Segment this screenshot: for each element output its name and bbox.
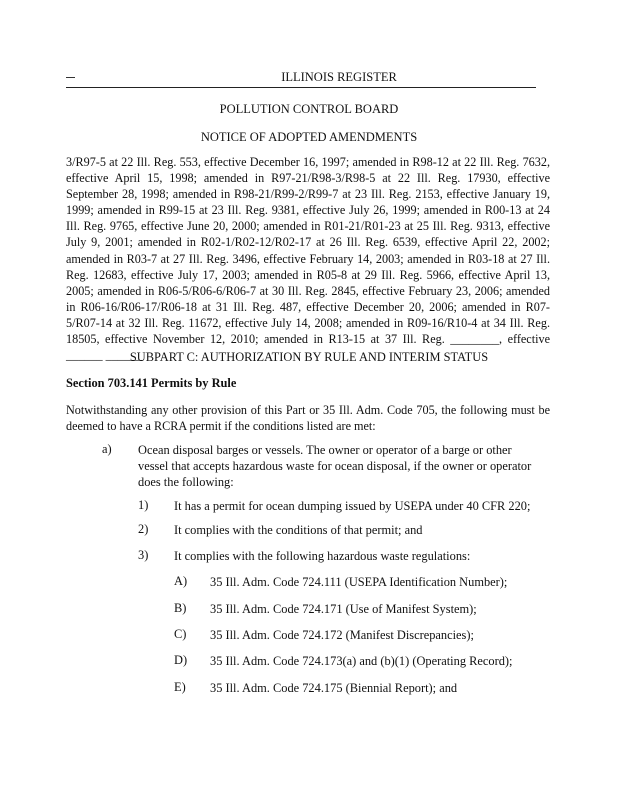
reg-item-text: 35 Ill. Adm. Code 724.111 (USEPA Identification Number); [210, 575, 508, 589]
reg-item-text: 35 Ill. Adm. Code 724.175 (Biennial Report); and [210, 681, 458, 695]
item-a-label: a) [102, 442, 112, 456]
reg-item-label: A) [174, 574, 188, 588]
subitem-text: It has a permit for ocean dumping issued by USEPA under 40 CFR 220; [174, 499, 531, 513]
reg-item-label: C) [174, 627, 187, 641]
reg-item-label: E) [174, 680, 186, 694]
subitem-text: It complies with the conditions of that permit; and [174, 523, 423, 537]
notice-title: NOTICE OF ADOPTED AMENDMENTS [200, 130, 418, 144]
subitem-label: 1) [138, 498, 149, 512]
subitem-label: 2) [138, 522, 149, 536]
intro-paragraph: Notwithstanding any other provision of this Part or 35 Ill. Adm. Code 705, the following must be deemed to have a RCRA permit if the conditions listed are met: [66, 403, 550, 434]
reg-item-text: 35 Ill. Adm. Code 724.171 (Use of Manifest System); [210, 602, 477, 616]
item-a-text: Ocean disposal barges or vessels. The owner or operator of a barge or other vessel that accepts hazardous waste for ocean disposal, if the owner or operator does the following: [138, 443, 532, 490]
amendment-history: 3/R97-5 at 22 Ill. Reg. 553, effective December 16, 1997; amended in R98-12 at 22 Ill. Reg. 7632, effective April 15, 1998; amended in R97-21/R98-3/R98-5 at 22 Ill. Reg. 17930, effective September 28, 1998; amended in R98-21/R99-2/R99-7 at 23 Ill. Reg. 2153, effective January 19, 1999; amended in R99-15 at 23 Ill. Reg. 9381, effective July 26, 1999; amended in R00-13 at 24 Ill. Reg. 9765, effective June 20, 2000; amended in R01-21/R01-23 at 25 Ill. Reg. 9313, effective July 9, 2001; amended in R02-1/R02-12/R02-17 at 26 Ill. Reg. 6539, effective April 22, 2002; amended in R03-7 at 27 Ill. Reg. 3496, effective February 14, 2003; amended in R03-18 at 27 Ill. Reg. 12683, effective July 17, 2003; amended in R05-8 at 29 Ill. Reg. 5966, effective April 13, 2005; amended in R06-5/R06-6/R06-7 at 30 Ill. Reg. 2845, effective February 23, 2006; amended in R06-16/R06-17/R06-18 at 31 Ill. Reg. 487, effective December 20, 2006; amended in R07-5/R07-14 at 32 Ill. Reg. 11672, effective July 14, 2008; amended in R09-16/R10-4 at 34 Ill. Reg. 18505, effective November 12, 2010; amended in R13-15 at 37 Ill. Reg. ________, effective ______ ______ [66, 155, 550, 363]
section-heading: Section 703.141 Permits by Rule [66, 376, 237, 390]
register-title: ILLINOIS REGISTER [281, 70, 397, 84]
agency-title: POLLUTION CONTROL BOARD [219, 102, 399, 116]
reg-item-label: B) [174, 601, 187, 615]
subitem-label: 3) [138, 548, 149, 562]
subpart-heading: SUBPART C: AUTHORIZATION BY RULE AND INTERIM STATUS [129, 350, 489, 364]
subitem-text: It complies with the following hazardous waste regulations: [174, 549, 471, 563]
reg-item-label: D) [174, 653, 188, 667]
reg-item-text: 35 Ill. Adm. Code 724.173(a) and (b)(1) (Operating Record); [210, 654, 513, 668]
reg-item-text: 35 Ill. Adm. Code 724.172 (Manifest Discrepancies); [210, 628, 474, 642]
header-rule [66, 87, 536, 88]
